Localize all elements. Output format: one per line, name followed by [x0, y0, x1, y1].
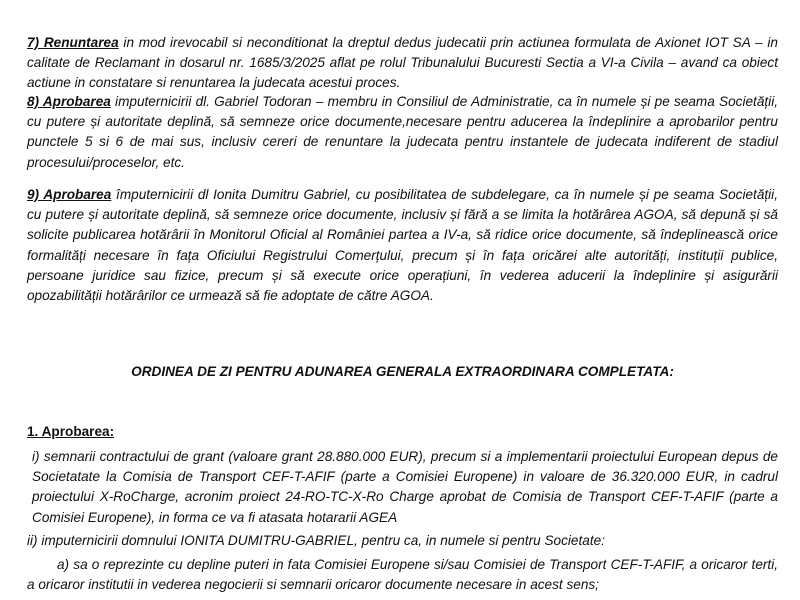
- item-7-lead: 7) Renuntarea: [27, 35, 119, 50]
- agenda-item-1-sub-i: i) semnarii contractului de grant (valoare grant 28.880.000 EUR), precum si a implementarii proiectului European depus de Societatate la Comisia de Transport CEF-T-AFIF (parte a Comisiei Europene) in valoare de 36.320.000 EUR, in cadrul proiectului X-RoCharge, acronim proiect 24-RO-TC-X-Ro Charge aprobat de Comisia de Transport CEF-T-AFIF (parte a Comisiei Europene), in forma ce va fi atasata hotararii AGEA: [32, 449, 778, 525]
- item-8-text: imputernicirii dl. Gabriel Todoran – membru in Consiliul de Administratie, ca în numele și pe seama Societății, cu putere și autoritate deplină, să semneze orice documente,necesare pentru aducerea la îndeplinire a aprobarilor pentru punctele 5 si 6 de mai sus, inclusiv cereri de renuntare la judecata pentru instantele de judecata indiferent de stadiul procesului/proceselor, etc.: [27, 94, 778, 170]
- agenda-item-1-sub-ii: ii) imputernicirii domnului IONITA DUMITRU-GABRIEL, pentru ca, in numele si pentru Societate:: [27, 533, 605, 548]
- paragraph-item-9: [27, 185, 778, 306]
- agenda-heading: ORDINEA DE ZI PENTRU ADUNAREA GENERALA EXTRAORDINARA COMPLETATA:: [131, 364, 674, 379]
- item-7-text: in mod irevocabil si neconditionat la dreptul dedus judecatii prin actiunea formulata de Axionet IOT SA – in calitate de Reclamant in dosarul nr. 1685/3/2025 aflat pe rolul Tribunalului Bucuresti Sectia a VI-a Civila – avand ca obiect actiune in constatare si renuntarea la judecata acestui proces.: [27, 35, 778, 91]
- paragraph-item-7: [27, 33, 778, 94]
- agenda-item-1-sub-a: a) sa o reprezinte cu depline puteri in fata Comisiei Europene si/sau Comisiei de Transport CEF-T-AFIF, a oricaror terti, a oricaror institutii in vederea negocierii si semnarii oricaror documente necesare in acest sens;: [27, 557, 778, 593]
- agenda-item-1-title: 1. Aprobarea:: [27, 424, 115, 439]
- item-8-lead: 8) Aprobarea: [27, 94, 111, 109]
- paragraph-item-8: [27, 92, 778, 173]
- item-9-lead: 9) Aprobarea: [27, 187, 112, 202]
- item-9-text: împuternicirii dl Ionita Dumitru Gabriel, cu posibilitatea de subdelegare, ca în numele și pe seama Societății, cu putere și autoritate deplină, să semneze orice documente, inclusiv și fără a se limita la hotărârea AGOA, să depună și să solicite publicarea hotărârii în Monitorul Oficial al României partea a IV-a, să ridice orice documente, să îndeplinească orice formalități necesare în fața Oficiului Registrului Comerțului, precum și în fața oricărei alte autorități, instituții publice, persoane juridice sau fizice, precum și să execute orice operațiuni, în vederea aducerii la îndeplinire și asigurării opozabilității hotărârilor ce urmează să fie adoptate de către AGOA.: [27, 187, 778, 304]
